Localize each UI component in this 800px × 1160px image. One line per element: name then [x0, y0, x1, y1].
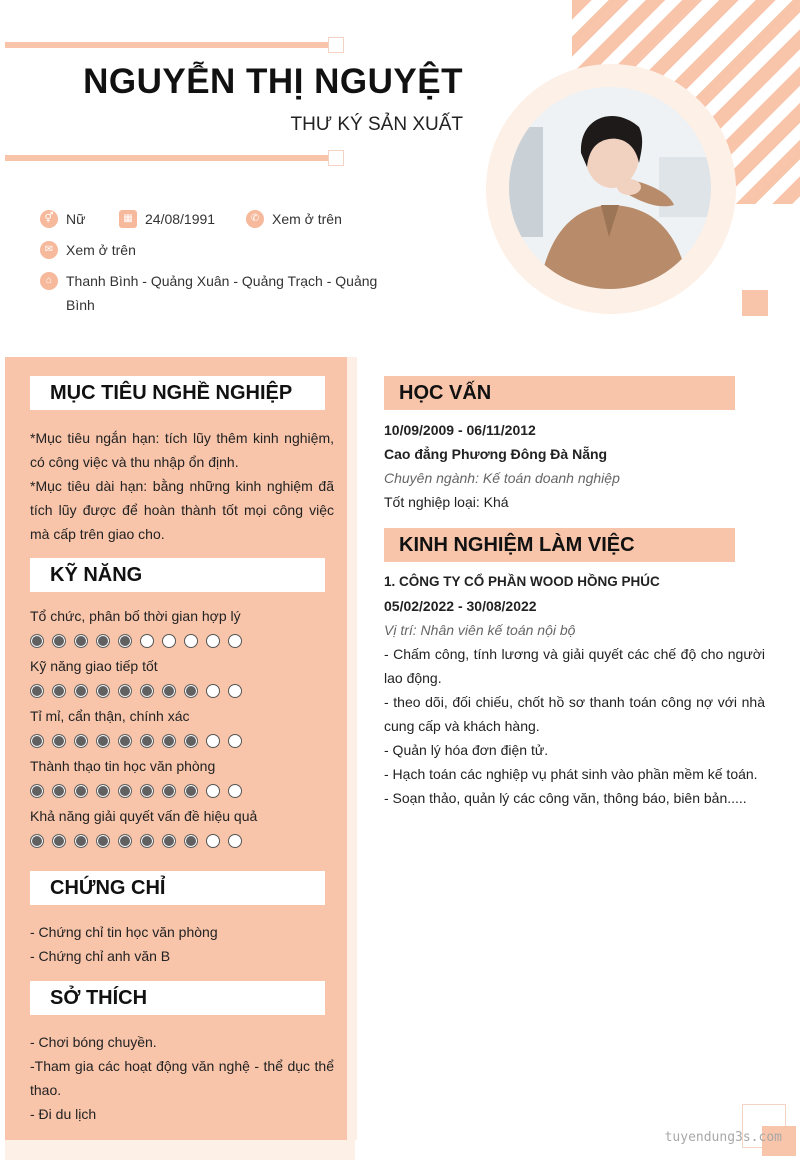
rating-dot-empty	[206, 684, 220, 698]
objective-long-term: *Mục tiêu dài hạn: bằng những kinh nghiệm đã tích lũy được để hoàn thành tốt mọi công việc mà cấp trên giao cho.	[30, 478, 334, 542]
skill-name: Kỹ năng giao tiếp tốt	[30, 658, 158, 674]
birthdate-value: 24/08/1991	[145, 211, 216, 227]
experience-duty: - Quản lý hóa đơn điện tử.	[384, 742, 549, 758]
rating-dot-filled	[96, 834, 110, 848]
email-icon: ✉	[40, 241, 58, 259]
hobbies-heading: SỞ THÍCH	[30, 981, 325, 1015]
experience-duty: - theo dõi, đối chiếu, chốt hồ sơ thanh toán công nợ với nhà cung cấp và khách hàng.	[384, 694, 765, 734]
email-item	[40, 238, 136, 262]
skill-name: Khả năng giải quyết vấn đề hiệu quả	[30, 808, 258, 824]
skill-rating	[30, 684, 250, 698]
hobby-item: -Tham gia các hoạt động văn nghệ - thể dục thể thao.	[30, 1058, 334, 1098]
job-title: THƯ KÝ SẢN XUẤT	[290, 114, 463, 135]
phone-value: Xem ở trên	[272, 211, 342, 227]
rating-dot-filled	[30, 784, 44, 798]
experience-heading: KINH NGHIỆM LÀM VIỆC	[384, 528, 735, 562]
email-value: Xem ở trên	[66, 242, 136, 258]
objective-heading: MỤC TIÊU NGHỀ NGHIỆP	[30, 376, 325, 410]
rating-dot-empty	[228, 734, 242, 748]
header-line-top	[5, 42, 330, 48]
hobby-item: - Đi du lịch	[30, 1106, 97, 1122]
address-value: Thanh Bình - Quảng Xuân - Quảng Trạch - Quảng Bình	[66, 273, 378, 313]
candidate-name: NGUYỄN THỊ NGUYỆT	[83, 62, 463, 101]
education-grade: Tốt nghiệp loại: Khá	[384, 494, 509, 510]
education-period: 10/09/2009 - 06/11/2012	[384, 422, 536, 438]
rating-dot-filled	[96, 734, 110, 748]
rating-dot-filled	[162, 684, 176, 698]
education-major: Chuyên ngành: Kế toán doanh nghiệp	[384, 470, 620, 486]
rating-dot-filled	[118, 684, 132, 698]
home-icon: ⌂	[40, 272, 58, 290]
rating-dot-filled	[118, 734, 132, 748]
rating-dot-empty	[228, 834, 242, 848]
gender-icon: ⚥	[40, 210, 58, 228]
rating-dot-filled	[184, 784, 198, 798]
rating-dot-filled	[118, 634, 132, 648]
rating-dot-filled	[52, 684, 66, 698]
square-decoration	[742, 290, 768, 316]
skill-name: Tỉ mỉ, cẩn thận, chính xác	[30, 708, 190, 724]
certificates-heading: CHỨNG CHỈ	[30, 871, 325, 905]
rating-dot-filled	[52, 784, 66, 798]
rating-dot-filled	[184, 684, 198, 698]
skill-rating	[30, 634, 250, 648]
watermark: tuyendung3s.com	[664, 1130, 782, 1145]
rating-dot-filled	[140, 834, 154, 848]
header-line-bottom-end	[328, 150, 344, 166]
bottom-strip	[5, 1140, 355, 1160]
rating-dot-empty	[228, 784, 242, 798]
phone-item	[246, 207, 342, 231]
rating-dot-filled	[52, 634, 66, 648]
education-school: Cao đẳng Phương Đông Đà Nẵng	[384, 446, 608, 462]
rating-dot-filled	[96, 634, 110, 648]
rating-dot-empty	[140, 634, 154, 648]
certificate-item: - Chứng chỉ tin học văn phòng	[30, 924, 218, 940]
experience-company: 1. CÔNG TY CỔ PHẦN WOOD HỒNG PHÚC	[384, 574, 660, 589]
skill-name: Tổ chức, phân bố thời gian hợp lý	[30, 608, 241, 624]
education-heading: HỌC VẤN	[384, 376, 735, 410]
experience-duty: - Soạn thảo, quản lý các công văn, thông báo, biên bản.....	[384, 790, 747, 806]
rating-dot-filled	[96, 684, 110, 698]
birthdate-item	[119, 207, 215, 231]
experience-duty: - Hạch toán các nghiệp vụ phát sinh vào phần mềm kế toán.	[384, 766, 758, 782]
skill-rating	[30, 784, 250, 798]
gender-value: Nữ	[66, 211, 86, 227]
rating-dot-filled	[30, 734, 44, 748]
rating-dot-empty	[206, 834, 220, 848]
rating-dot-empty	[206, 784, 220, 798]
rating-dot-filled	[140, 784, 154, 798]
rating-dot-filled	[74, 634, 88, 648]
avatar	[509, 87, 711, 289]
rating-dot-filled	[30, 834, 44, 848]
experience-period: 05/02/2022 - 30/08/2022	[384, 598, 537, 614]
left-panel-edge	[347, 357, 357, 1140]
rating-dot-filled	[74, 734, 88, 748]
skill-rating	[30, 834, 250, 848]
avatar-illustration	[509, 87, 711, 289]
rating-dot-empty	[228, 684, 242, 698]
rating-dot-empty	[184, 634, 198, 648]
rating-dot-empty	[206, 734, 220, 748]
skill-name: Thành thạo tin học văn phòng	[30, 758, 216, 774]
rating-dot-filled	[162, 834, 176, 848]
rating-dot-filled	[30, 634, 44, 648]
certificate-item: - Chứng chỉ anh văn B	[30, 948, 171, 964]
experience-position: Vị trí: Nhân viên kế toán nội bộ	[384, 622, 576, 638]
rating-dot-filled	[140, 734, 154, 748]
rating-dot-filled	[52, 734, 66, 748]
phone-icon: ✆	[246, 210, 264, 228]
address-item	[40, 269, 380, 317]
rating-dot-filled	[74, 834, 88, 848]
skills-heading: KỸ NĂNG	[30, 558, 325, 592]
rating-dot-filled	[52, 834, 66, 848]
header-line-top-end	[328, 37, 344, 53]
rating-dot-empty	[228, 634, 242, 648]
rating-dot-filled	[162, 734, 176, 748]
rating-dot-filled	[74, 784, 88, 798]
experience-duty: - Chấm công, tính lương và giải quyết các chế độ cho người lao động.	[384, 646, 765, 686]
rating-dot-filled	[184, 834, 198, 848]
rating-dot-filled	[118, 834, 132, 848]
rating-dot-empty	[162, 634, 176, 648]
rating-dot-filled	[30, 684, 44, 698]
hobby-item: - Chơi bóng chuyền.	[30, 1034, 157, 1050]
rating-dot-filled	[96, 784, 110, 798]
calendar-icon: ▦	[119, 210, 137, 228]
rating-dot-filled	[74, 684, 88, 698]
objective-short-term: *Mục tiêu ngắn hạn: tích lũy thêm kinh nghiệm, có công việc và thu nhập ổn định.	[30, 430, 334, 470]
rating-dot-filled	[184, 734, 198, 748]
rating-dot-empty	[206, 634, 220, 648]
rating-dot-filled	[162, 784, 176, 798]
rating-dot-filled	[118, 784, 132, 798]
skill-rating	[30, 734, 250, 748]
header-line-bottom	[5, 155, 330, 161]
rating-dot-filled	[140, 684, 154, 698]
gender-item	[40, 207, 85, 231]
